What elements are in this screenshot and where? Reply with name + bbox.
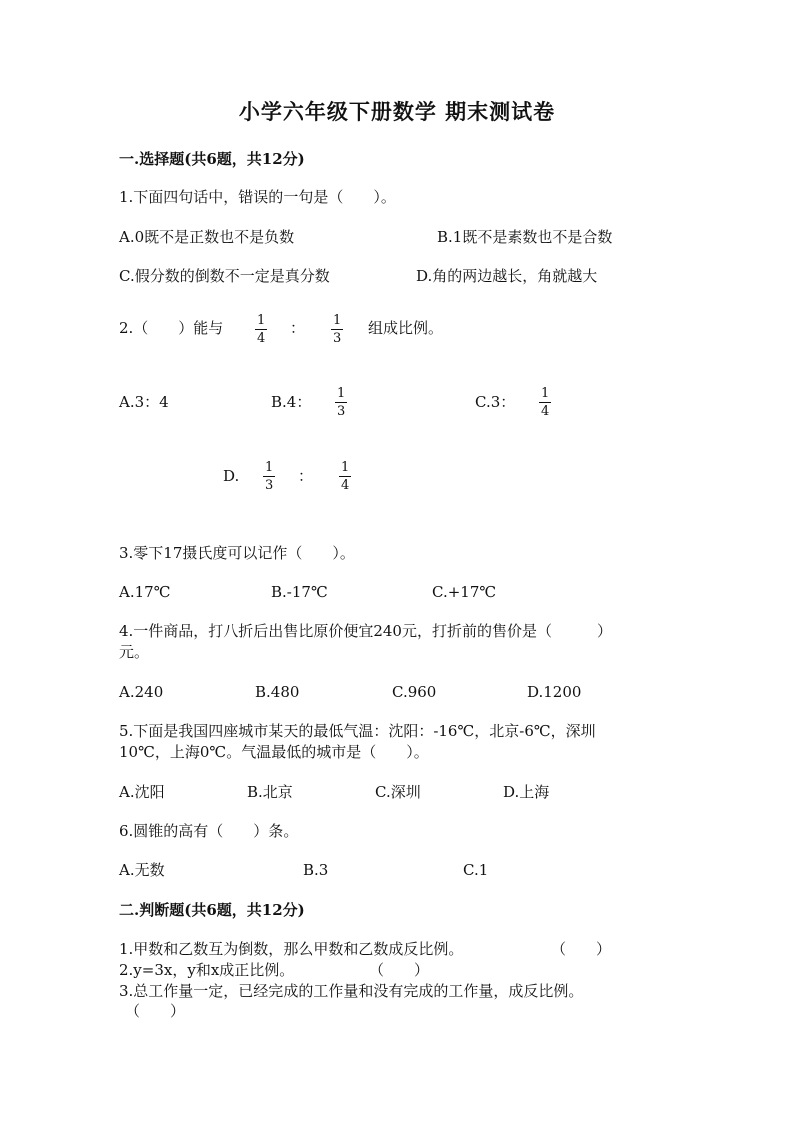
j3-text: 3.总工作量一定，已经完成的工作量和没有完成的工作量，成反比例。 (119, 982, 584, 1000)
q2-stem-suffix: 组成比例。 (368, 319, 444, 337)
q4-option-b: B.480 (255, 683, 300, 701)
q5-option-d: D.上海 (503, 783, 550, 801)
j2-text: 2.y=3x，y和x成正比例。 (119, 961, 295, 979)
q5-option-b: B.北京 (247, 783, 293, 801)
fraction-numerator: 1 (341, 460, 350, 475)
fraction-denominator: 3 (333, 331, 342, 346)
j3-answer-blank[interactable]: （ ） (125, 1002, 186, 1020)
q3-option-c: C.+17℃ (432, 583, 497, 601)
q2-colon: ： (290, 319, 306, 337)
q4-stem-line1: 4.一件商品，打八折后出售比原价便宜240元，打折前的售价是（ ） (119, 622, 612, 640)
q2-option-b-prefix: B.4： (271, 393, 312, 411)
q6-option-a: A.无数 (119, 861, 165, 879)
j1-answer-blank[interactable]: （ ） (551, 940, 612, 958)
q4-option-a: A.240 (119, 683, 164, 701)
fraction-numerator: 1 (333, 313, 342, 328)
fraction-numerator: 1 (257, 313, 266, 328)
q1-stem: 1.下面四句话中，错误的一句是（ ）。 (119, 188, 396, 206)
fraction-bar (331, 329, 343, 330)
q2-fraction-1 (254, 313, 268, 346)
fraction-bar (255, 329, 267, 330)
q5-option-c: C.深圳 (375, 783, 421, 801)
fraction-bar (263, 476, 275, 477)
section-heading-judgement: 二.判断题(共6题，共12分) (119, 901, 305, 919)
q5-option-a: A.沈阳 (119, 783, 165, 801)
q3-option-b: B.-17℃ (271, 583, 328, 601)
q4-option-d: D.1200 (527, 683, 582, 701)
j1-text: 1.甲数和乙数互为倒数，那么甲数和乙数成反比例。 (119, 940, 464, 958)
q4-stem-line2: 元。 (119, 643, 150, 661)
fraction-denominator: 3 (337, 404, 346, 419)
j2-answer-blank[interactable]: （ ） (369, 961, 430, 979)
q2-option-c-prefix: C.3： (475, 393, 516, 411)
q5-stem-line1: 5.下面是我国四座城市某天的最低气温：沈阳：-16℃，北京-6℃，深圳 (119, 722, 596, 740)
fraction-denominator: 4 (257, 331, 266, 346)
fraction-numerator: 1 (541, 386, 550, 401)
fraction-denominator: 3 (265, 478, 274, 493)
q2-option-d-fraction-2 (338, 460, 352, 493)
section-heading-choice: 一.选择题(共6题，共12分) (119, 150, 305, 168)
q2-option-d-fraction-1 (262, 460, 276, 493)
q2-option-c-fraction (538, 386, 552, 419)
q2-fraction-2 (330, 313, 344, 346)
fraction-denominator: 4 (541, 404, 550, 419)
q5-stem-line2: 10℃，上海0℃。气温最低的城市是（ ）。 (119, 743, 429, 761)
q2-stem-prefix: 2.（ ）能与 (119, 319, 224, 337)
q2-option-d-colon: ： (298, 467, 314, 485)
page-title: 小学六年级下册数学 期末测试卷 (238, 99, 556, 124)
q3-option-a: A.17℃ (119, 583, 171, 601)
fraction-numerator: 1 (337, 386, 346, 401)
q2-option-d-prefix: D. (223, 467, 240, 485)
fraction-bar (335, 402, 347, 403)
q6-stem: 6.圆锥的高有（ ）条。 (119, 822, 299, 840)
q2-option-b-fraction (334, 386, 348, 419)
q1-option-c: C.假分数的倒数不一定是真分数 (119, 267, 330, 285)
q1-option-d: D.角的两边越长，角就越大 (416, 267, 598, 285)
q3-stem: 3.零下17摄氏度可以记作（ ）。 (119, 544, 355, 562)
fraction-numerator: 1 (265, 460, 274, 475)
q2-option-a: A.3：4 (119, 393, 169, 411)
q1-option-a: A.0既不是正数也不是负数 (119, 228, 295, 246)
q4-option-c: C.960 (392, 683, 437, 701)
q6-option-c: C.1 (463, 861, 489, 879)
fraction-bar (339, 476, 351, 477)
q1-option-b: B.1既不是素数也不是合数 (437, 228, 613, 246)
q6-option-b: B.3 (303, 861, 329, 879)
fraction-denominator: 4 (341, 478, 350, 493)
fraction-bar (539, 402, 551, 403)
